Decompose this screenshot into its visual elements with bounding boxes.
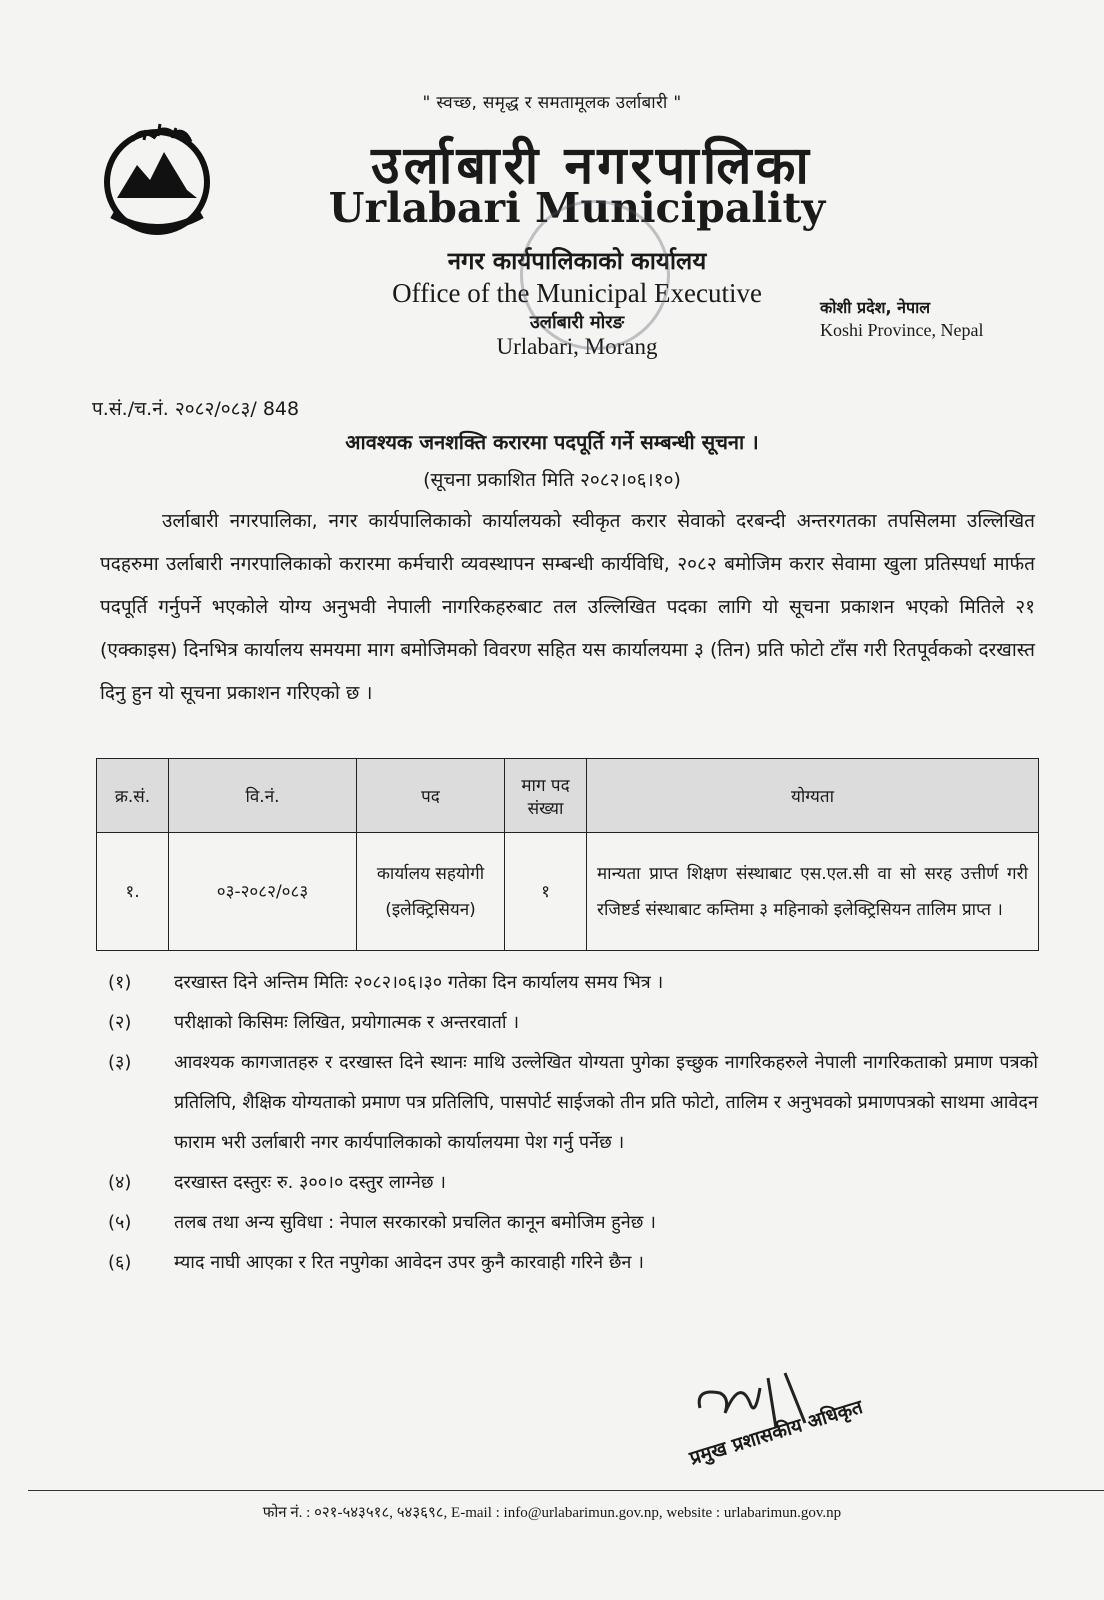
office-stamp: [520, 200, 670, 350]
signatory-title: प्रमुख प्रशासकीय अधिकृत: [687, 1395, 866, 1470]
condition-text: म्याद नाघी आएका र रित नपुगेका आवेदन उपर कुनै कारवाही गरिने छैन ।: [174, 1252, 644, 1273]
cell-adv-no: ०३-२०८२/०८३: [169, 833, 357, 951]
footer-contact: फोन नं. : ०२१-५४३५१८, ५४३६९८, E-mail : info@urlabarimun.gov.np, website : urlabarimun.gov.np: [262, 1505, 842, 1521]
list-item: [108, 1243, 1038, 1283]
header-count: माग पद संख्या: [505, 759, 587, 833]
place-nepali: उर्लाबारी मोरङ: [529, 312, 625, 333]
cell-count: १: [505, 833, 587, 951]
municipality-title-nepali: उर्लाबारी नगरपालिका: [371, 136, 813, 196]
notice-title: आवश्यक जनशक्ति करारमा पदपूर्ति गर्ने सम्बन्धी सूचना ।: [345, 430, 759, 454]
cell-serial: १.: [97, 833, 169, 951]
condition-text: दरखास्त दिने अन्तिम मितिः २०८२।०६।३० गतेका दिन कार्यालय समय भित्र ।: [174, 972, 664, 993]
condition-text: आवश्यक कागजातहरु र दरखास्त दिने स्थानः माथि उल्लेखित योग्यता पुगेका इच्छुक नागरिकहरुले नेपाली नागरिकताको प्रमाण पत्रको प्रतिलिपि, शैक्षिक योग्यताको प्रमाण पत्र प्रतिलिपि, पासपोर्ट साईजको तीन प्रति फोटो, तालिम र अनुभवको प्रमाणपत्रको साथमा आवेदन फाराम भरी उर्लाबारी नगर कार्यपालिकाको कार्यालयमा पेश गर्नु पर्नेछ ।: [174, 1052, 1038, 1153]
reference-number: प.सं./च.नं. २०८२/०८३/ 848: [92, 398, 300, 420]
header-post: पद: [357, 759, 505, 833]
table-header-row: [97, 759, 1039, 833]
province-nepali: कोशी प्रदेश, नेपाल: [820, 298, 931, 317]
municipality-title-english: Urlabari Municipality: [328, 184, 826, 232]
list-item: [108, 963, 1038, 1003]
condition-number: (५): [108, 1212, 132, 1233]
table-row: [97, 833, 1039, 951]
condition-text: तलब तथा अन्य सुविधा : नेपाल सरकारको प्रचलित कानून बमोजिम हुनेछ ।: [174, 1212, 656, 1233]
condition-number: (३): [108, 1052, 132, 1073]
condition-text: दरखास्त दस्तुरः रु. ३००।० दस्तुर लाग्नेछ ।: [174, 1172, 446, 1193]
condition-number: (४): [108, 1172, 132, 1193]
notice-body: उर्लाबारी नगरपालिका, नगर कार्यपालिकाको कार्यालयको स्वीकृत करार सेवाको दरबन्दी अन्तरगतका तपसिलमा उल्लिखित पदहरुमा उर्लाबारी नगरपालिकाको करारमा कर्मचारी व्यवस्थापन सम्बन्धी कार्यविधि, २०८२ बमोजिम करार सेवामा खुला प्रतिस्पर्धा मार्फत पदपूर्ति गर्नुपर्ने भएकोले योग्य अनुभवी नेपाली नागरिकहरुबाट तल उल्लिखित पदका लागि यो सूचना प्रकाशन भएको मितिले २१ (एक्काइस) दिनभित्र कार्यालय समयमा माग बमोजिमको विवरण सहित यस कार्यालयमा ३ (तिन) प्रति फोटो टाँस गरी रितपूर्वकको दरखास्त दिनु हुन यो सूचना प्रकाशन गरिएको छ ।: [100, 510, 1035, 704]
list-item: [108, 1203, 1038, 1243]
header-qualification: योग्यता: [587, 759, 1039, 833]
publication-date: (सूचना प्रकाशित मिति २०८२।०६।१०): [423, 469, 681, 491]
list-item: [108, 1003, 1038, 1043]
conditions-list: [108, 963, 1038, 1283]
nepal-emblem-icon: [92, 120, 222, 240]
cell-post: कार्यालय सहयोगी (इलेक्ट्रिसियन): [357, 833, 505, 951]
list-item: [108, 1163, 1038, 1203]
condition-number: (६): [108, 1252, 132, 1273]
condition-number: (२): [108, 1012, 132, 1033]
vacancy-table: [96, 758, 1039, 951]
footer-divider: [28, 1490, 1104, 1491]
slogan: " स्वच्छ, समृद्ध र समतामूलक उर्लाबारी ": [422, 93, 682, 113]
office-name-nepali: नगर कार्यपालिकाको कार्यालय: [447, 247, 707, 275]
cell-qualification: मान्यता प्राप्त शिक्षण संस्थाबाट एस.एल.सी वा सो सरह उत्तीर्ण गरी रजिष्टर्ड संस्थाबाट कम्तिमा ३ महिनाको इलेक्ट्रिसियन तालिम प्राप्त ।: [587, 833, 1039, 951]
header-adv-no: वि.नं.: [169, 759, 357, 833]
list-item: [108, 1043, 1038, 1163]
place-english: Urlabari, Morang: [496, 334, 658, 359]
condition-text: परीक्षाको किसिमः लिखित, प्रयोगात्मक र अन्तरवार्ता ।: [174, 1012, 520, 1033]
header-serial: क्र.सं.: [97, 759, 169, 833]
office-name-english: Office of the Municipal Executive: [392, 278, 762, 308]
province-english: Koshi Province, Nepal: [820, 320, 984, 340]
condition-number: (१): [108, 972, 132, 993]
